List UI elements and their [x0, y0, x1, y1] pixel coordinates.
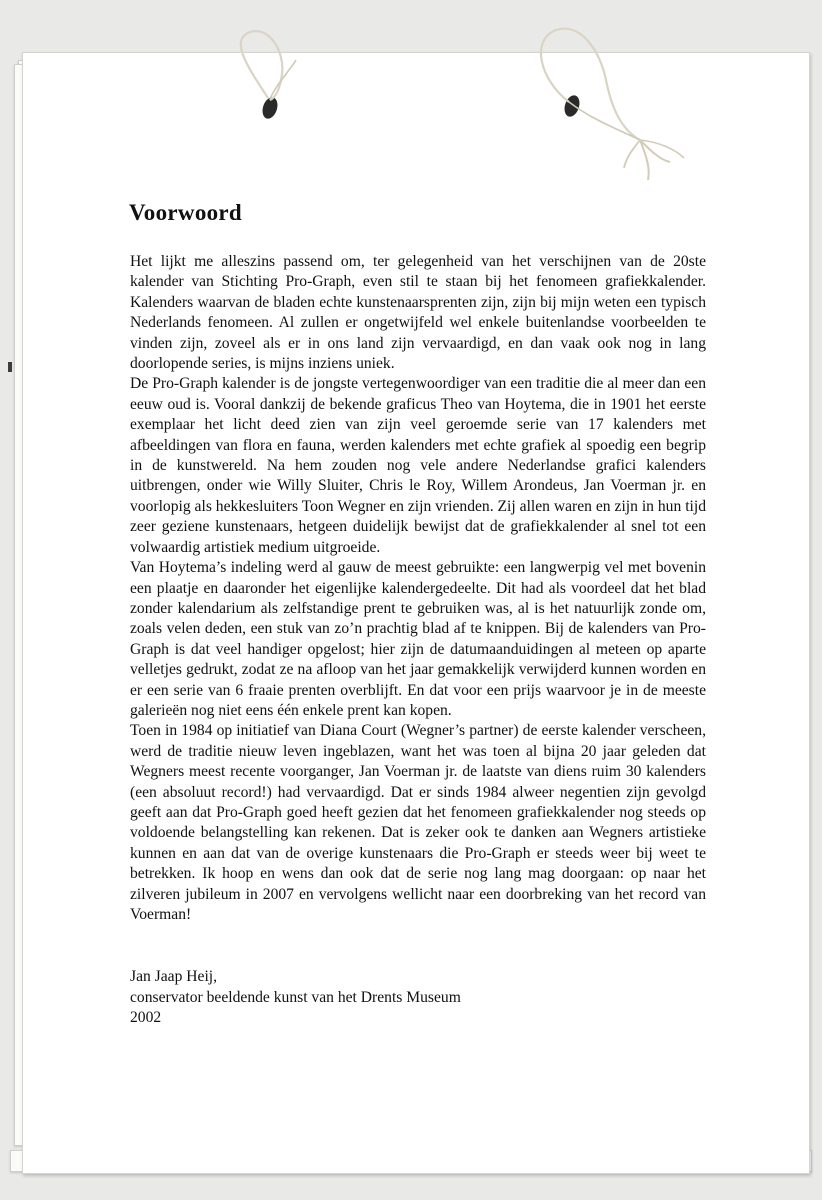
signature-name: Jan Jaap Heij, [130, 968, 218, 986]
scan-mark [8, 362, 12, 372]
paragraph-4: Toen in 1984 op initiatief van Diana Court (Wegner’s partner) de eerste kalender verscheen, werd de traditie nieuw leven ingeblazen, want het was toen al bijna 20 jaar geleden dat Wegners meest recente voorganger, Jan Voerman jr. de laatste van diens ruim 30 kalenders (een absoluut record!) had vervaardigd. Dat er sinds 1984 alweer negentien zijn gevolgd geeft aan dat Pro-Graph goed heeft gezien dat het fenomeen grafiekkalender nog steeds op voldoende belangstelling kan rekenen. Dat is zeker ook te danken aan Wegners artistieke kunnen en aan dat van de overige kunstenaars die Pro-Graph er steeds weer bij weet te betrekken. Ik hoop en wens dan ook dat de serie nog lang mag doorgaan: op naar het zilveren jubileum in 2007 en vervolgens wellicht naar een doorbreking van het record van Voerman! [130, 722, 706, 923]
signature-role: conservator beeldende kunst van het Drents Museum [130, 988, 461, 1006]
punch-hole-left [260, 95, 280, 120]
paragraph-3: Van Hoytema’s indeling werd al gauw de meest gebruikte: een langwerpig vel met bovenin een plaatje en daaronder het eigenlijke kalendergedeelte. Dit had als voordeel dat het blad zonder kalendarium als zelfstandige prent te gebruiken was, al is het natuurlijk zonde om, zoals velen deden, een stuk van zo’n prachtig blad af te knippen. Bij de kalenders van Pro-Graph is dat veel handiger opgelost; hier zijn de datumaanduidingen al meteen op aparte velletjes gedrukt, zodat ze na afloop van het jaar gemakkelijk verwijderd kunnen worden en er een serie van 6 fraaie prenten overblijft. En dat voor een prijs waarvoor je in de meeste galerieën nog niet eens één enkele prent kan kopen. [130, 559, 706, 719]
punch-hole-right [562, 93, 582, 118]
paragraph-1: Het lijkt me alleszins passend om, ter gelegenheid van het verschijnen van de 20ste kalender van Stichting Pro-Graph, even stil te staan bij het fenomeen grafiekkalender. Kalenders waarvan de bladen echte kunstenaarsprenten zijn, zijn bij mijn weten een typisch Nederlands fenomeen. Al zullen er ongetwijfeld wel enkele buitenlandse voorbeelden te vinden zijn, zoveel als er in ons land zijn vervaardigd, en dan vaak ook nog in lang doorlopende series, is mijns inziens uniek. [130, 253, 706, 373]
foreword-section [130, 200, 706, 1029]
paragraph-2: De Pro-Graph kalender is de jongste vertegenwoordiger van een traditie die al meer dan een eeuw oud is. Vooral dankzij de bekende graficus Theo van Hoytema, die in 1901 het eerste exemplaar het licht deed zien van zijn veel geroemde serie van 17 kalenders met afbeeldingen van flora en fauna, werden kalenders met echte grafiek al spoedig een begrip in de kunstwereld. Na hem zouden nog vele andere Nederlandse grafici kalenders uitbrengen, onder wie Willy Sluiter, Chris le Roy, Willem Arondeus, Jan Voerman jr. en voorlopig als hekkesluiters Toon Wegner en zijn vrienden. Zij allen waren en zijn in hun tijd zeer geziene kunstenaars, hetgeen duidelijk bewijst dat de grafiekkalender al snel tot een volwaardig artistiek medium uitgroeide. [130, 375, 706, 556]
foreword-body [130, 252, 706, 925]
signature-block [130, 967, 706, 1028]
page-title: Voorwoord [129, 200, 243, 225]
signature-year: 2002 [130, 1009, 162, 1027]
